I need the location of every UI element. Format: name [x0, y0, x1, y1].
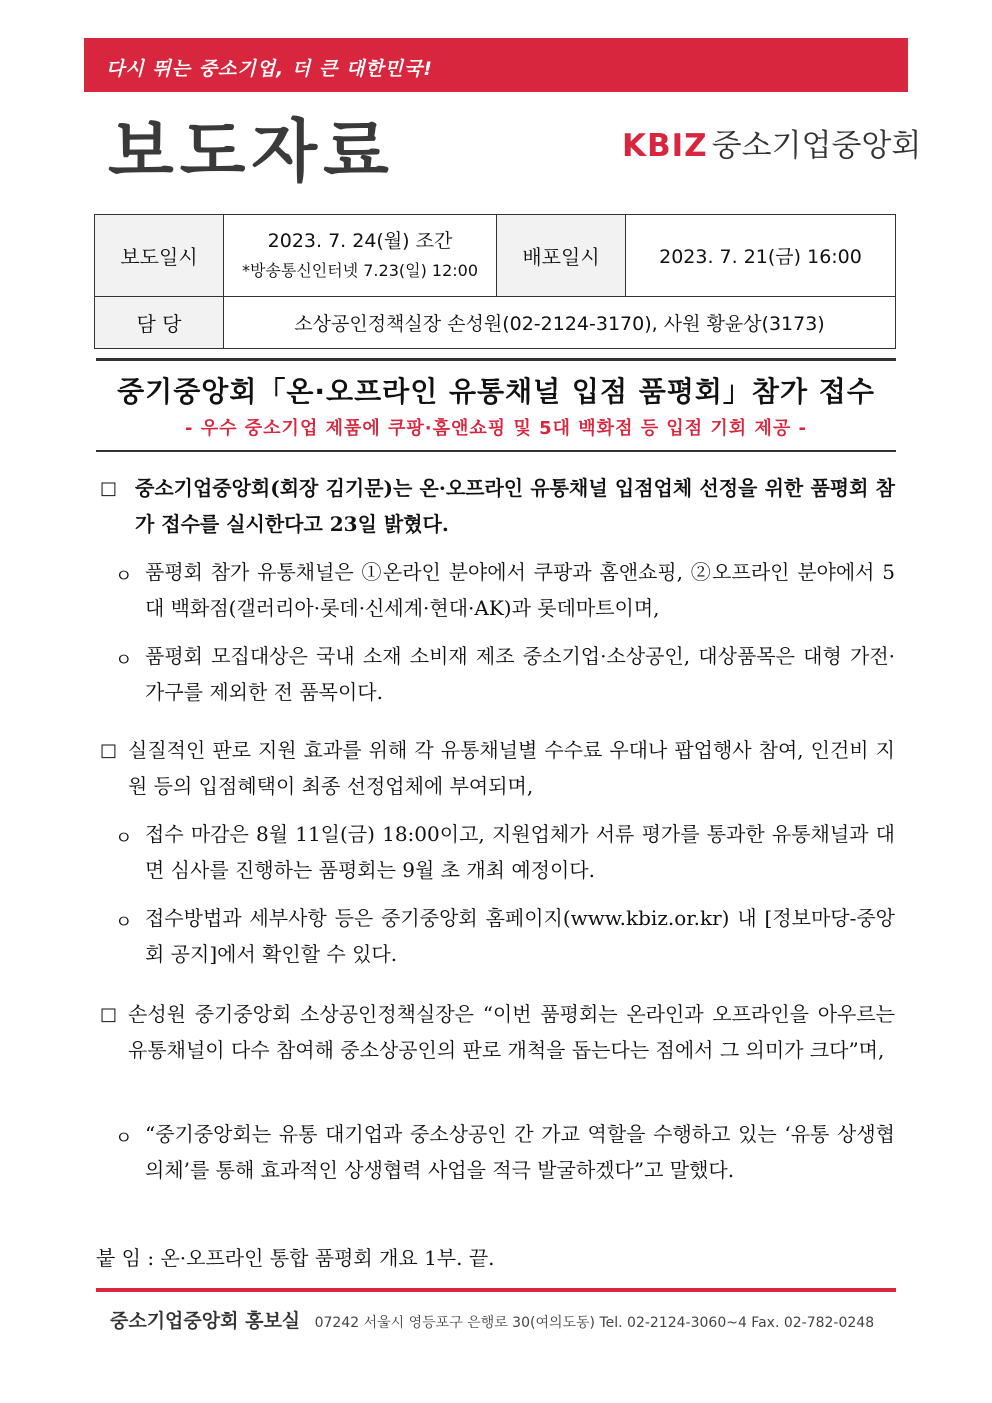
- paragraph-3: 품평회 모집대상은 국내 소재 소비재 제조 중소기업·소상공인, 대상품목은 대형 가전·가구를 제외한 전 품목이다.: [145, 644, 895, 704]
- headline-bottom-rule: [96, 450, 896, 452]
- release-date-cell: [224, 215, 497, 297]
- footer-address: 07242 서울시 영등포구 은행로 30(여의도동) Tel. 02-2124-3060~4 Fax. 02-782-0248: [314, 1315, 875, 1331]
- broadcast-date-value: *방송통신인터넷 7.23(일) 12:00: [241, 260, 479, 280]
- footer-org: 중소기업중앙회 홍보실: [110, 1310, 301, 1332]
- square-bullet: □: [100, 1004, 118, 1025]
- distribution-date-label: 배포일시: [497, 215, 626, 297]
- contact-value: 소상공인정책실장 손성원(02-2124-3170), 사원 황윤상(3173): [224, 297, 896, 349]
- paragraph-8: “중기중앙회는 유통 대기업과 중소상공인 간 가교 역할을 수행하고 있는 ‘유통 상생협의체’를 통해 효과적인 상생협력 사업을 적극 발굴하겠다”고 말했다.: [145, 1122, 895, 1182]
- footer-rule: [96, 1288, 896, 1292]
- square-bullet: □: [100, 740, 118, 761]
- subheadline: - 우수 중소기업 제품에 쿠팡·홈앤쇼핑 및 5대 백화점 등 입점 기회 제공 -: [185, 418, 807, 439]
- circle-bullet: ㅇ: [115, 650, 133, 671]
- paragraph-5: 접수 마감은 8월 11일(금) 18:00이고, 지원업체가 서류 평가를 통과한 유통채널과 대면 심사를 진행하는 품평회는 9월 초 개최 예정이다.: [145, 822, 895, 882]
- paragraph-7: 손성원 중기중앙회 소상공인정책실장은 “이번 품평회는 온라인과 오프라인을 아우르는 유통채널이 다수 참여해 중소상공인의 판로 개척을 돕는다는 점에서 그 의미가 크다”며,: [128, 1002, 895, 1062]
- kbiz-logo: [622, 120, 921, 165]
- circle-bullet: ㅇ: [115, 1128, 133, 1149]
- release-info-table: [94, 214, 896, 349]
- logo-name: 중소기업중앙회: [711, 128, 922, 164]
- release-date-label: 보도일시: [95, 215, 224, 297]
- slogan-text: 다시 뛰는 중소기업, 더 큰 대한민국!: [106, 58, 433, 80]
- slogan-banner: [84, 38, 908, 92]
- paragraph-2: 품평회 참가 유통채널은 ①온라인 분야에서 쿠팡과 홈앤쇼핑, ②오프라인 분야에서 5대 백화점(갤러리아·롯데·신세계·현대·AK)과 롯데마트이며,: [145, 560, 895, 620]
- press-release-title: 보도자료: [108, 113, 395, 192]
- attachment-line: 붙 임 : 온·오프라인 통합 품평회 개요 1부. 끝.: [96, 1246, 495, 1270]
- headline: 중기중앙회「온·오프라인 유통채널 입점 품평회」참가 접수: [117, 375, 875, 408]
- release-date-value: 2023. 7. 24(월) 조간: [267, 229, 453, 252]
- logo-mark: KBIZ: [622, 128, 708, 164]
- paragraph-1: 중소기업중앙회(회장 김기문)는 온·오프라인 유통채널 입점업체 선정을 위한 품평회 참가 접수를 실시한다고 23일 밝혔다.: [135, 476, 895, 536]
- paragraph-6: 접수방법과 세부사항 등은 중기중앙회 홈페이지(www.kbiz.or.kr) 내 [정보마당-중앙회 공지]에서 확인할 수 있다.: [145, 906, 895, 966]
- contact-label: 담 당: [95, 297, 224, 349]
- circle-bullet: ㅇ: [115, 566, 133, 587]
- paragraph-4: 실질적인 판로 지원 효과를 위해 각 유통채널별 수수료 우대나 팝업행사 참여, 인건비 지원 등의 입점혜택이 최종 선정업체에 부여되며,: [128, 738, 895, 798]
- headline-top-rule: [96, 358, 896, 361]
- distribution-date-value: 2023. 7. 21(금) 16:00: [626, 215, 896, 297]
- circle-bullet: ㅇ: [115, 828, 133, 849]
- circle-bullet: ㅇ: [115, 912, 133, 933]
- footer: [110, 1306, 874, 1333]
- square-bullet: □: [100, 478, 118, 499]
